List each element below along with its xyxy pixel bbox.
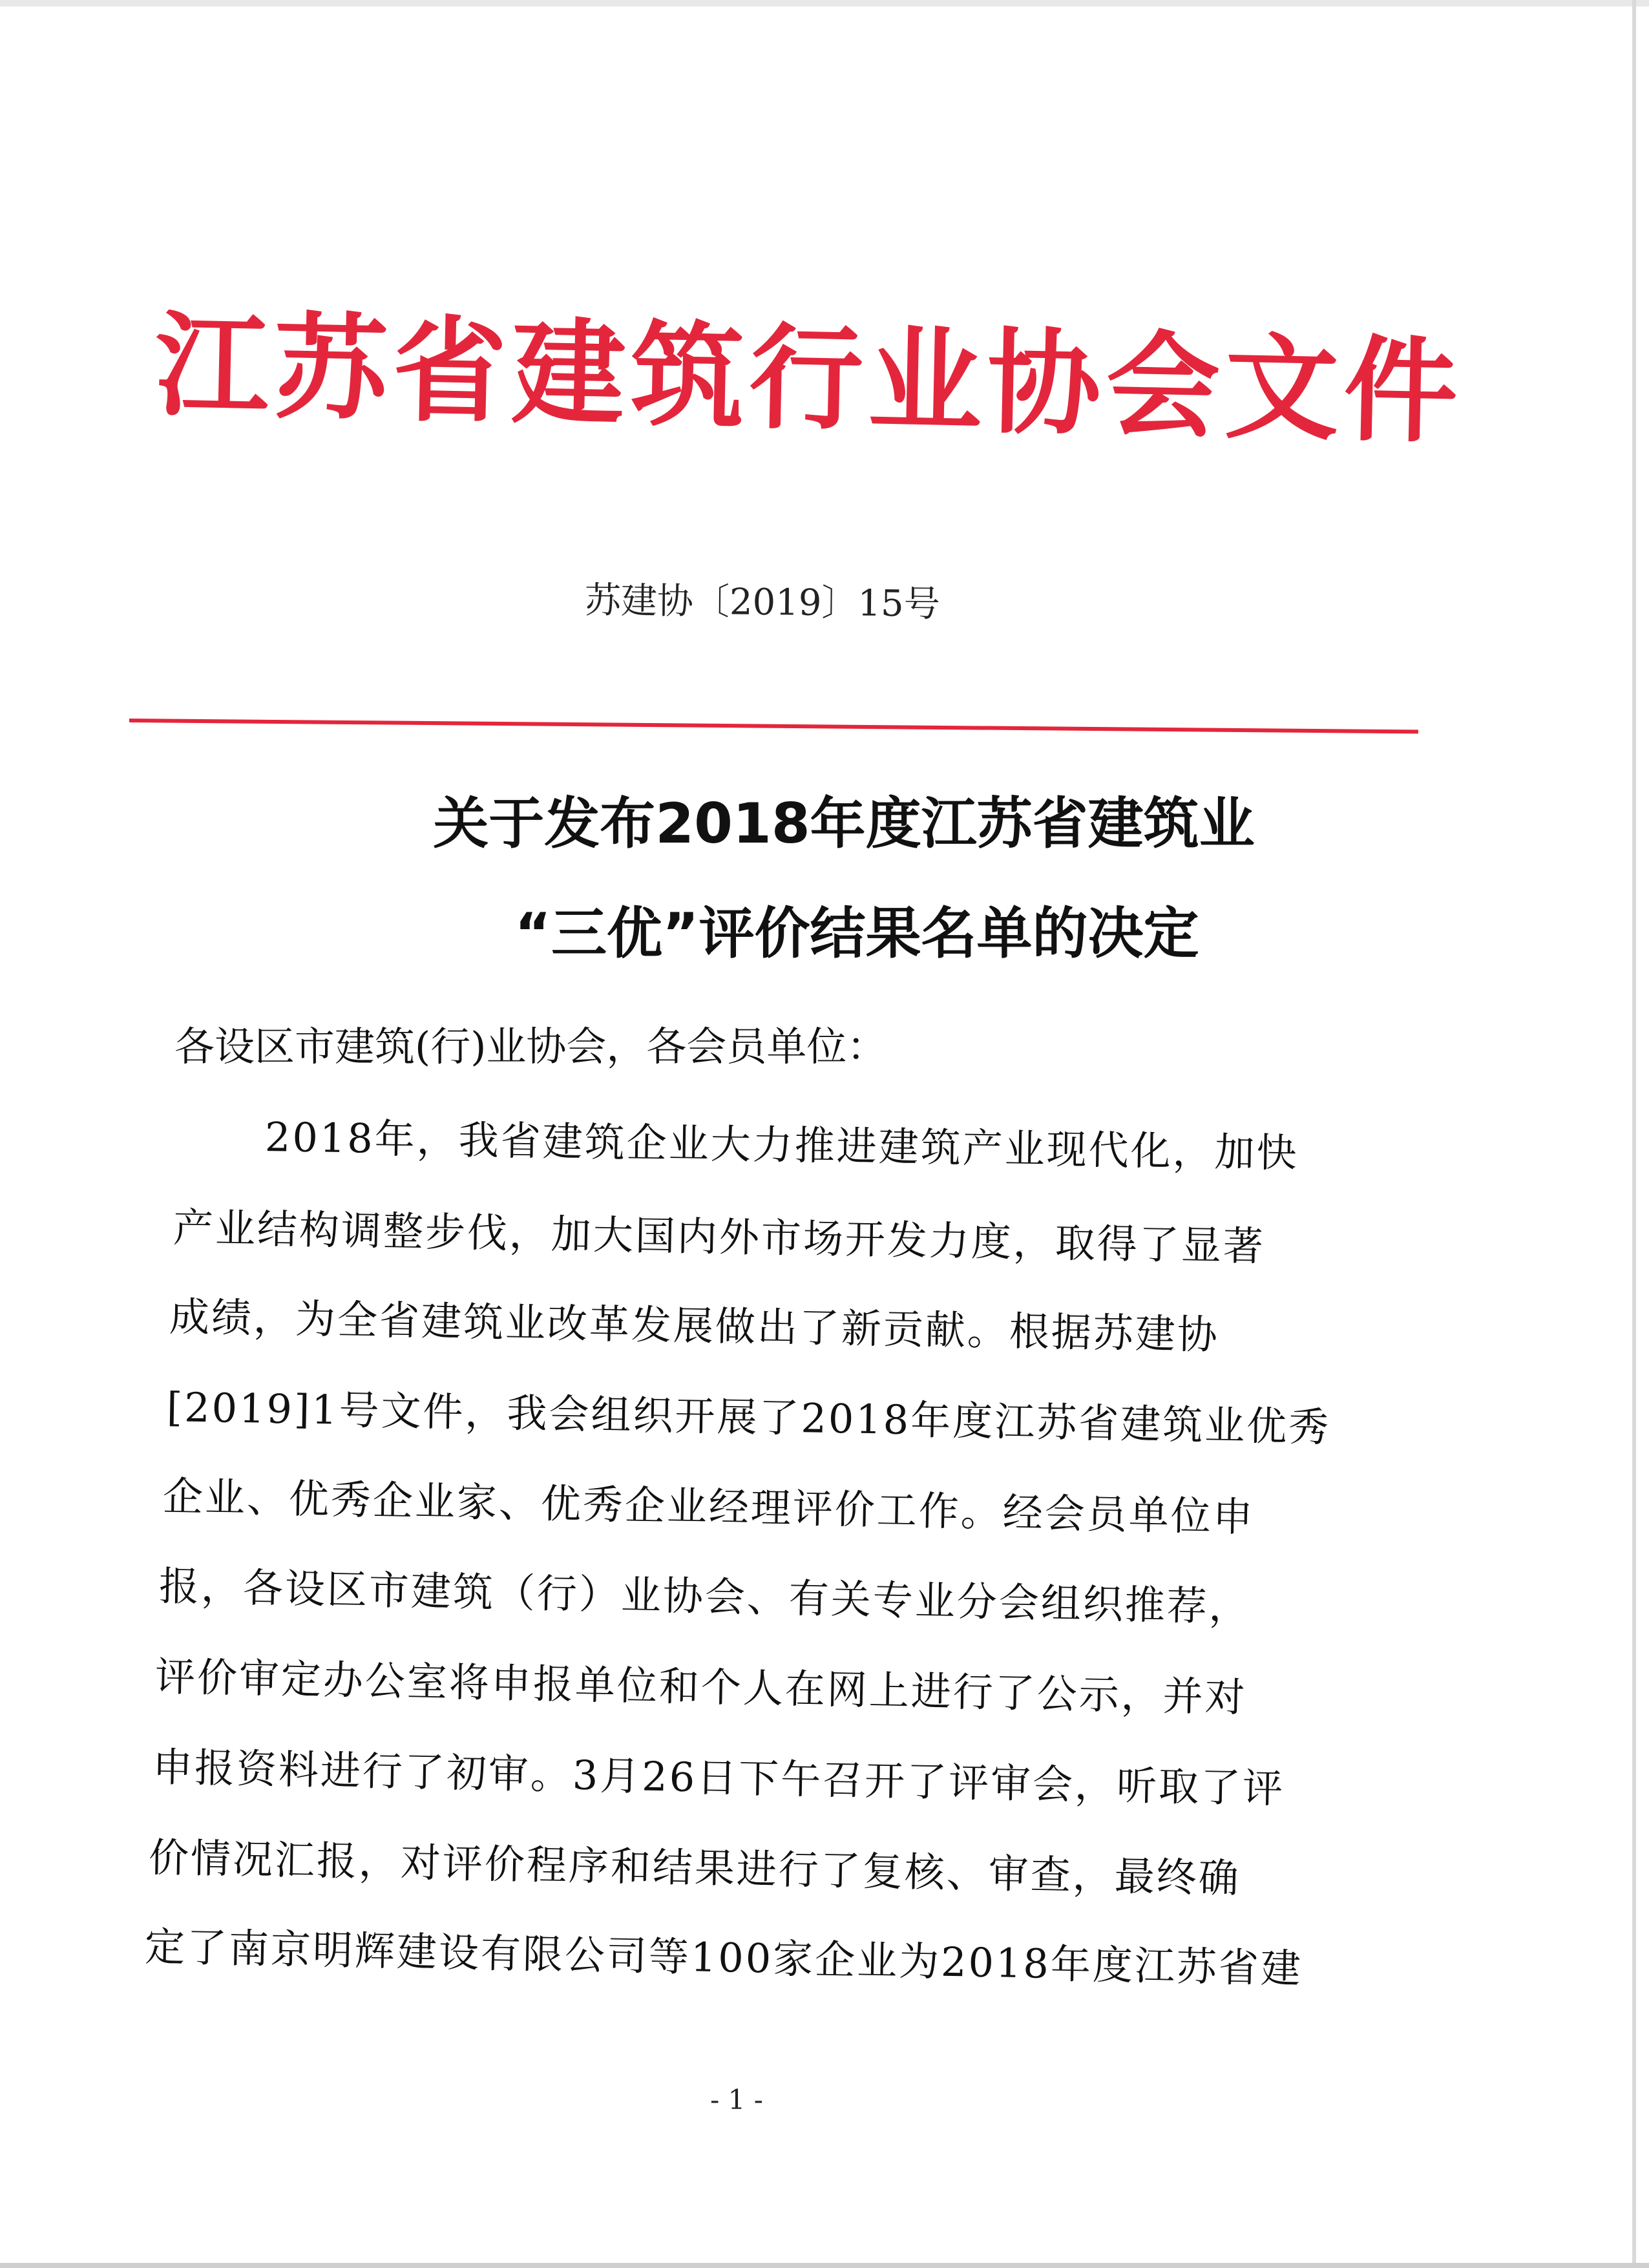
page-number: - 1 - [710, 2084, 763, 2116]
salutation: 各设区市建筑(行)业协会，各会员单位： [174, 1023, 887, 1070]
document-title-line-1: 关于发布2018年度江苏省建筑业 [433, 792, 1255, 856]
document-title-line-2: “三优”评价结果名单的决定 [514, 901, 1199, 966]
red-divider-line [129, 719, 1418, 733]
scan-edge-right [1632, 0, 1636, 2268]
body-line-7: 评价审定办公室将申报单位和个人在网上进行了公示，并对 [154, 1653, 1248, 1721]
body-line-4: [2019]1号文件，我会组织开展了2018年度江苏省建筑业优秀 [166, 1383, 1331, 1451]
body-line-5: 企业、优秀企业家、优秀企业经理评价工作。经会员单位申 [162, 1473, 1255, 1541]
body-line-1: 2018年，我省建筑企业大力推进建筑产业现代化，加快 [264, 1113, 1299, 1177]
scan-edge-bottom [0, 2263, 1649, 2268]
scan-edge-top [0, 0, 1649, 6]
body-line-2: 产业结构调整步伐，加大国内外市场开发力度，取得了显著 [173, 1204, 1266, 1270]
masthead-title: 江苏省建筑行业协会文件 [153, 298, 1464, 459]
body-line-8: 申报资料进行了初审。3月26日下午召开了评审会，听取了评 [152, 1743, 1285, 1812]
body-line-6: 报，各设区市建筑（行）业协会、有关专业分会组织推荐， [158, 1562, 1252, 1631]
body-line-9: 价情况汇报，对评价程序和结果进行了复核、审查，最终确 [148, 1834, 1241, 1902]
body-line-10: 定了南京明辉建设有限公司等100家企业为2018年度江苏省建 [144, 1923, 1303, 1993]
body-line-3: 成绩，为全省建筑业改革发展做出了新贡献。根据苏建协 [169, 1293, 1220, 1359]
document-number: 苏建协〔2019〕15号 [584, 580, 941, 625]
